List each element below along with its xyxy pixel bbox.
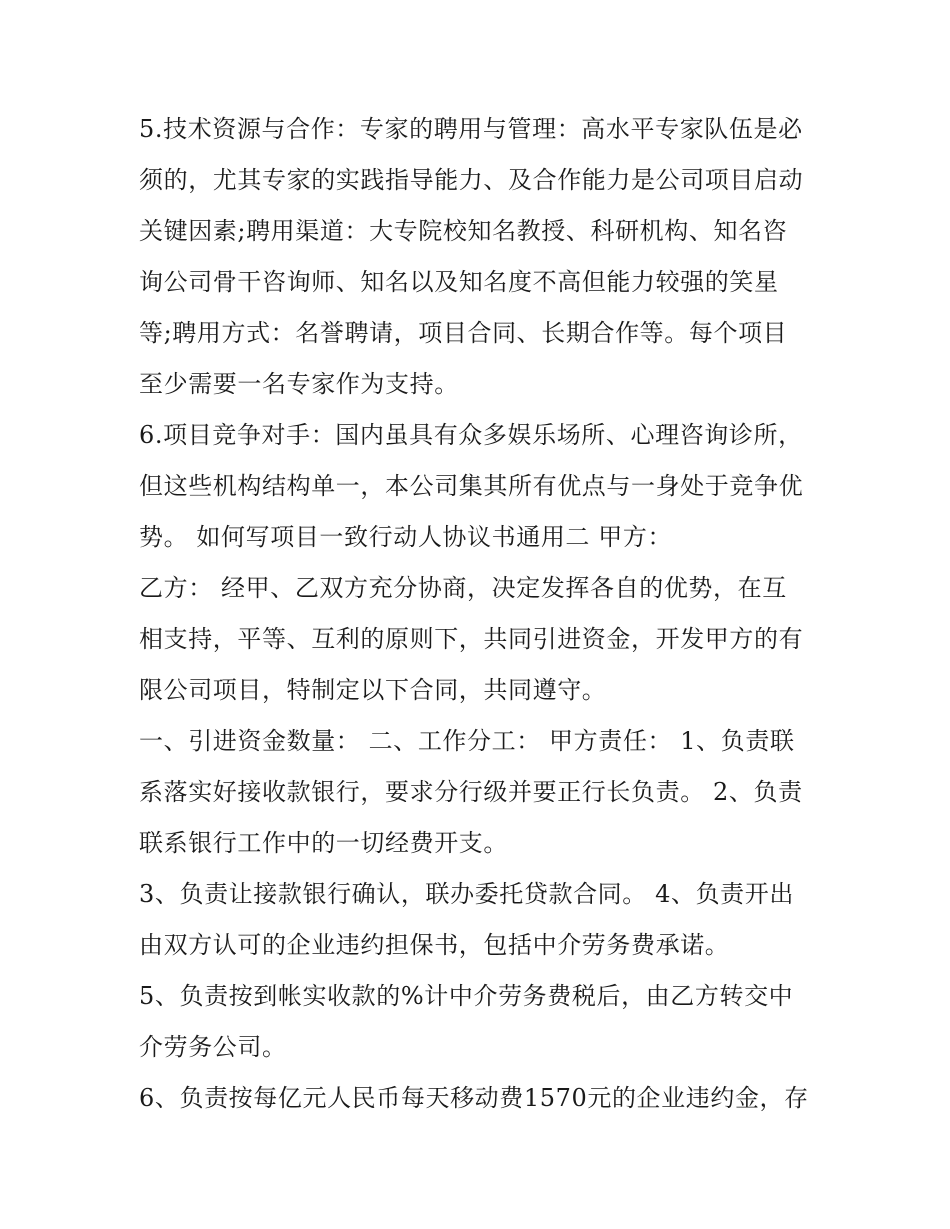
text-line: 乙方： 经甲、乙双方充分协商，决定发挥各自的优势，在互 — [139, 574, 787, 602]
text-line: 联系银行工作中的一切经费开支。 — [139, 829, 508, 857]
text-line: 一、引进资金数量： 二、工作分工： 甲方责任： 1、负责联 — [139, 727, 795, 755]
text-line: 关键因素;聘用渠道：大专院校知名教授、科研机构、知名咨 — [139, 217, 788, 245]
text-line: 3、负责让接款银行确认，联办委托贷款合同。 4、负责开出 — [139, 880, 794, 908]
text-line: 6、负责按每亿元人民币每天移动费1570元的企业违约金，存 — [139, 1084, 809, 1112]
text-line: 势。 如何写项目一致行动人协议书通用二 甲方： — [139, 523, 673, 551]
text-line: 6.项目竞争对手：国内虽具有众多娱乐场所、心理咨询诊所， — [139, 421, 803, 449]
text-line: 至少需要一名专家作为支持。 — [139, 370, 459, 398]
text-line: 介劳务公司。 — [139, 1033, 287, 1061]
text-line: 等;聘用方式：名誉聘请，项目合同、长期合作等。每个项目 — [139, 319, 788, 347]
text-line: 由双方认可的企业违约担保书，包括中介劳务费承诺。 — [139, 931, 730, 959]
text-line: 相支持，平等、互利的原则下，共同引进资金，开发甲方的有 — [139, 625, 804, 653]
text-line: 限公司项目，特制定以下合同，共同遵守。 — [139, 676, 607, 704]
text-line: 系落实好接收款银行，要求分行级并要正行长负责。 2、负责 — [139, 778, 803, 806]
text-line: 询公司骨干咨询师、知名以及知名度不高但能力较强的笑星 — [139, 268, 779, 296]
text-line: 5、负责按到帐实收款的%计中介劳务费税后，由乙方转交中 — [139, 982, 794, 1010]
text-line: 但这些机构结构单一，本公司集其所有优点与一身处于竞争优 — [139, 472, 804, 500]
text-line: 须的，尤其专家的实践指导能力、及合作能力是公司项目启动 — [139, 166, 804, 194]
text-line: 5.技术资源与合作：专家的聘用与管理：高水平专家队伍是必 — [139, 115, 803, 143]
